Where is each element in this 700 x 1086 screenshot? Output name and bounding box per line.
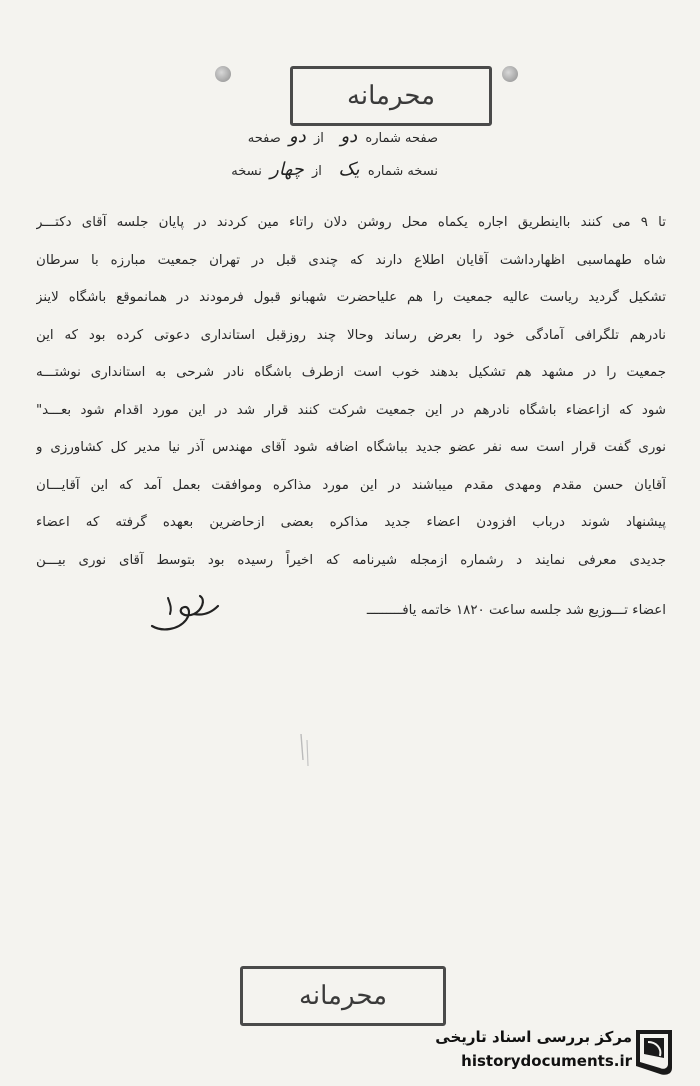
body-line: نادرهم تلگرافی آمادگی خود را بعرض رساند وحالا چند روزقبل استانداری دعوتی کرده بود که این (36, 327, 666, 343)
copy-total-value: چهار (270, 159, 304, 180)
body-line: آقایان حسن مقدم ومهدی مقدم میباشند در این مورد مذاکره وموافقت بعمل آمد که این آقایـــان (36, 477, 666, 493)
page-suffix-label: صفحه (247, 131, 281, 146)
copy-number-line (231, 159, 438, 180)
archive-logo-icon (628, 1024, 684, 1080)
body-line: جمعیت را در مشهد هم تشکیل بدهند خوب است ازطرف باشگاه نادر شرحی به استانداری نوشتـــه (36, 365, 666, 380)
page-of-label: از (314, 131, 324, 146)
body-line: پیشنهاد شوند درباب افزودن اعضاء جدید مذاکره بعضی ازحاضرین بعهده گرفته که اعضاء (36, 515, 666, 530)
copy-suffix-label: نسخه (231, 164, 262, 179)
letter-body (36, 204, 666, 579)
page-total-value: دو (289, 126, 306, 147)
body-line: جدیدی معرفی نمایند د رشماره ازمجله شیرنامه که اخیراً رسیده بود بتوسط آقای نوری بیـــن (36, 552, 666, 568)
punch-hole-left (215, 66, 231, 82)
confidential-stamp-bottom (240, 966, 446, 1026)
body-line: تشکیل گردید ریاست عالیه جمعیت را هم علیاحضرت شهبانو قبول فرمودند در همانموقع باشگاه لاینز (36, 290, 666, 305)
body-line: شود که ازاعضاء باشگاه نادرهم در این جمعیت شرکت کنند قرار شد در این مورد اقدام شود بعـــد" (36, 402, 666, 418)
punch-hole-right (502, 66, 518, 82)
copy-number-value: یک (338, 159, 360, 180)
watermark-org-name: مرکز بررسی اسناد تاریخی (435, 1028, 632, 1046)
page-label: صفحه شماره (365, 131, 438, 146)
confidential-stamp-top (290, 66, 492, 126)
page-number-value: دو (340, 126, 358, 147)
copy-of-label: از (312, 164, 322, 179)
closing-line: اعضاء تـــوزیع شد جلسه ساعت ۱۸۲۰ خاتمه یافـــــــــ (366, 603, 666, 618)
body-line: تا ۹ می کنند بااینطریق اجاره یکماه محل روشن دلان راتاء مین کردند در پایان جلسه آقای دکتـــر (36, 215, 666, 230)
body-line: نوری گفت قرار است سه نفر عضو جدید بباشگاه اضافه شود آقای مهندس آذر نیا مدیر کل کشاورزی و (36, 440, 666, 455)
page-number-line (248, 126, 438, 147)
body-line: شاه طهماسبی اظهارداشت آقایان اطلاع دارند که چندی قبل در تهران جمعیت مبارزه با سرطان (36, 252, 666, 268)
confidential-stamp-text: محرمانه (346, 81, 436, 111)
copy-label: نسخه شماره (367, 164, 438, 179)
pencil-mark (295, 730, 315, 770)
confidential-stamp-text: محرمانه (298, 981, 388, 1011)
signature-mark (148, 586, 220, 636)
watermark-url: historydocuments.ir (461, 1052, 632, 1070)
